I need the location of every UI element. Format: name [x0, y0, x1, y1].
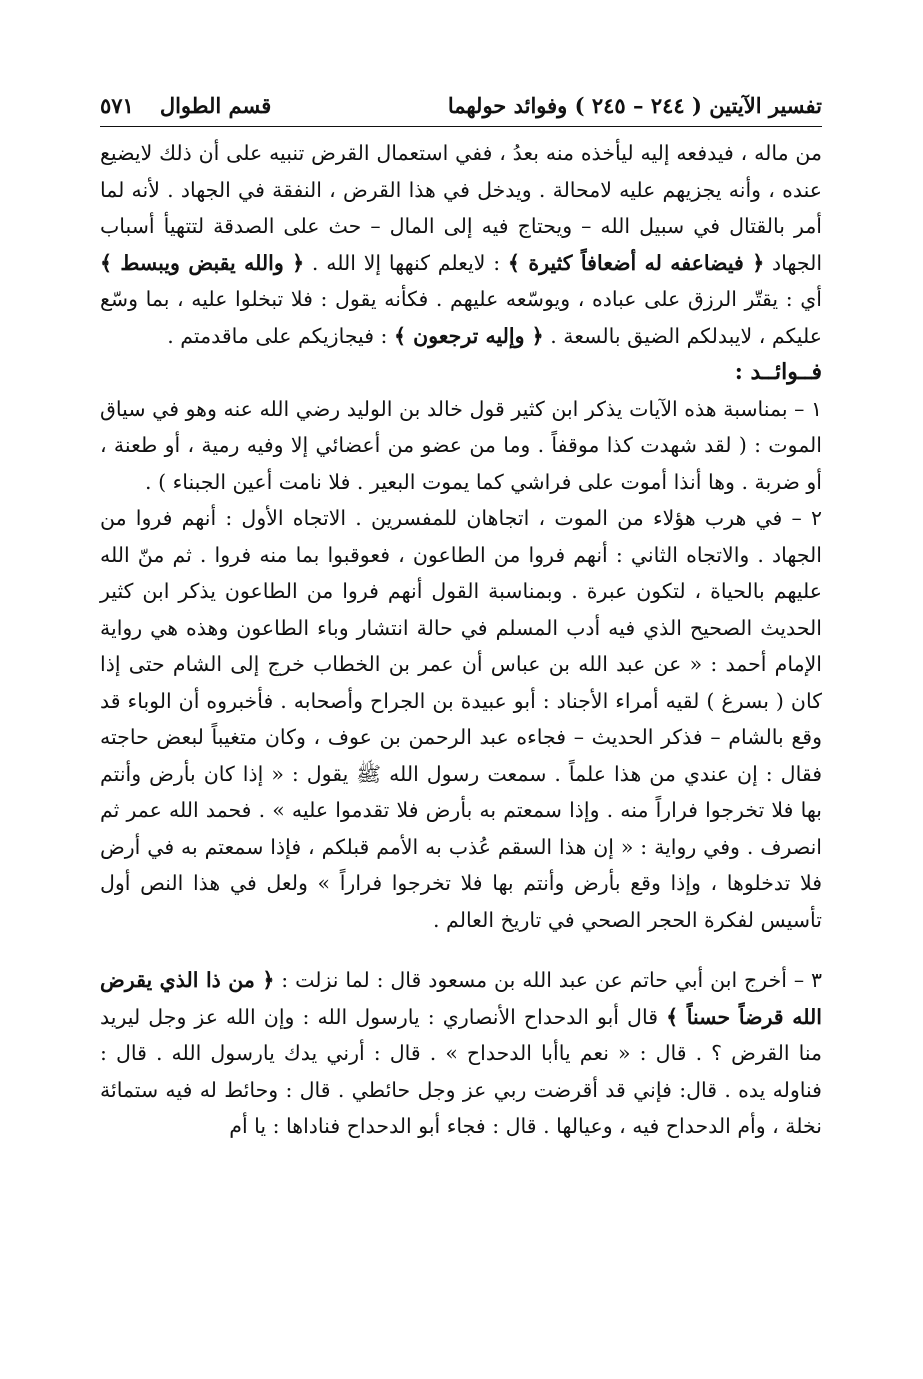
book-page: [100, 88, 822, 1145]
text-segment: من ماله ، فيدفعه إليه ليأخذه منه بعدُ ، ففي استعمال القرض تنبيه على أن ذلك لايضيع عنده ، وأنه يجزيهم عليه لامحالة . ويدخل في هذا القرض ، النفقة في الجهاد . لأنه لما أمر بالقتال في سبيل الله – ويحتاج فيه إلى المال – حث على الصدقة لتتهيأ أسباب الجهاد: [100, 141, 823, 275]
text-segment: أي : يقتّر الرزق على عباده ، ويوسّعه عليهم . فكأنه يقول : فلا تبخلوا عليه ، بما وسّع عليكم ، لايبدلكم الضيق بالسعة .: [100, 287, 822, 348]
fawaid-heading: فــوائــد :: [734, 359, 822, 385]
benefit-1: ١ – بمناسبة هذه الآيات يذكر ابن كثير قول خالد بن الوليد رضي الله عنه وهو في سياق الموت : ( لقد شهدت كذا موقفاً . وما من عضو من أعضائي إلا وفيه رمية ، أو طعنة ، أو ضربة . وها أنذا أموت على فراشي كما يموت البعير . فلا نامت أعين الجبناء ) .: [100, 396, 822, 494]
text-segment: : فيجازيكم على ماقدمتم .: [167, 323, 394, 348]
quran-quote: ﴿ والله يقبض ويبسط ﴾: [100, 250, 305, 275]
benefit-3: [100, 962, 822, 1145]
header-section: قسم الطوال: [159, 93, 272, 118]
header-rule: [100, 126, 822, 127]
running-header: [100, 88, 822, 124]
header-title: تفسير الآيتين ( ٢٤٤ – ٢٤٥ ) وفوائد حولهما: [447, 93, 822, 118]
quran-quote: ﴿ فيضاعفه له أضعافاً كثيرة ﴾: [507, 250, 765, 275]
page-number: ٥٧١: [100, 93, 134, 118]
text-segment: ٣ – أخرج ابن أبي حاتم عن عبد الله بن مسعود قال : لما نزلت :: [274, 968, 822, 992]
page-body: [100, 135, 822, 1145]
quran-quote: ﴿ وإليه ترجعون ﴾: [393, 323, 544, 348]
header-left-group: [100, 88, 271, 124]
text-segment: : لايعلم كنهها إلا الله .: [304, 250, 508, 275]
paragraph-tafsir: [100, 135, 822, 354]
quran-quote: ﴿ من ذا الذي يقرض الله قرضاً حسناً ﴾: [100, 968, 822, 1029]
text-segment: قال أبو الدحداح الأنصاري : يارسول الله : وإن الله عز وجل ليريد منا القرض ؟ . قال : « نعم ياأبا الدحداح » . قال : أرني يدك يارسول الله . قال : فناوله يده . قال: فإني قد أقرضت ربي عز وجل حائطي . قال : وحائط له فيه ستمائة نخلة ، وأم الدحداح فيه ، وعيالها . قال : فجاء أبو الدحداح فناداها : يا أم: [100, 1004, 822, 1138]
benefit-2: ٢ – في هرب هؤلاء من الموت ، اتجاهان للمفسرين . الاتجاه الأول : أنهم فروا من الجهاد . والاتجاه الثاني : أنهم فروا من الطاعون ، فعوقبوا بما منه فروا . ثم منّ الله عليهم بالحياة ، لتكون عبرة . وبمناسبة القول أنهم فروا من الطاعون يذكر ابن كثير الحديث الصحيح الذي فيه أدب المسلم في حالة انتشار وباء الطاعون وهذه هي رواية الإمام أحمد : « عن عبد الله بن عباس أن عمر بن الخطاب خرج إلى الشام حتى إذا كان ( بسرغ ) لقيه أمراء الأجناد : أبو عبيدة بن الجراح وأصحابه . فأخبروه أن الوباء قد وقع بالشام – فذكر الحديث – فجاءه عبد الرحمن بن عوف ، وكان متغيباً لبعض حاجته فقال : إن عندي من هذا علماً . سمعت رسول الله ﷺ يقول : « إذا كان بأرض وأنتم بها فلا تخرجوا فراراً منه . وإذا سمعتم به بأرض فلا تقدموا عليه » . فحمد الله عمر ثم انصرف . وفي رواية : « إن هذا السقم عُذب به الأمم قبلكم ، فإذا سمعتم به في أرض فلا تدخلوها ، وإذا وقع بأرض وأنتم بها فلا تخرجوا فراراً » ولعل في هذا النص أول تأسيس لفكرة الحجر الصحي في تاريخ العالم .: [100, 506, 822, 932]
